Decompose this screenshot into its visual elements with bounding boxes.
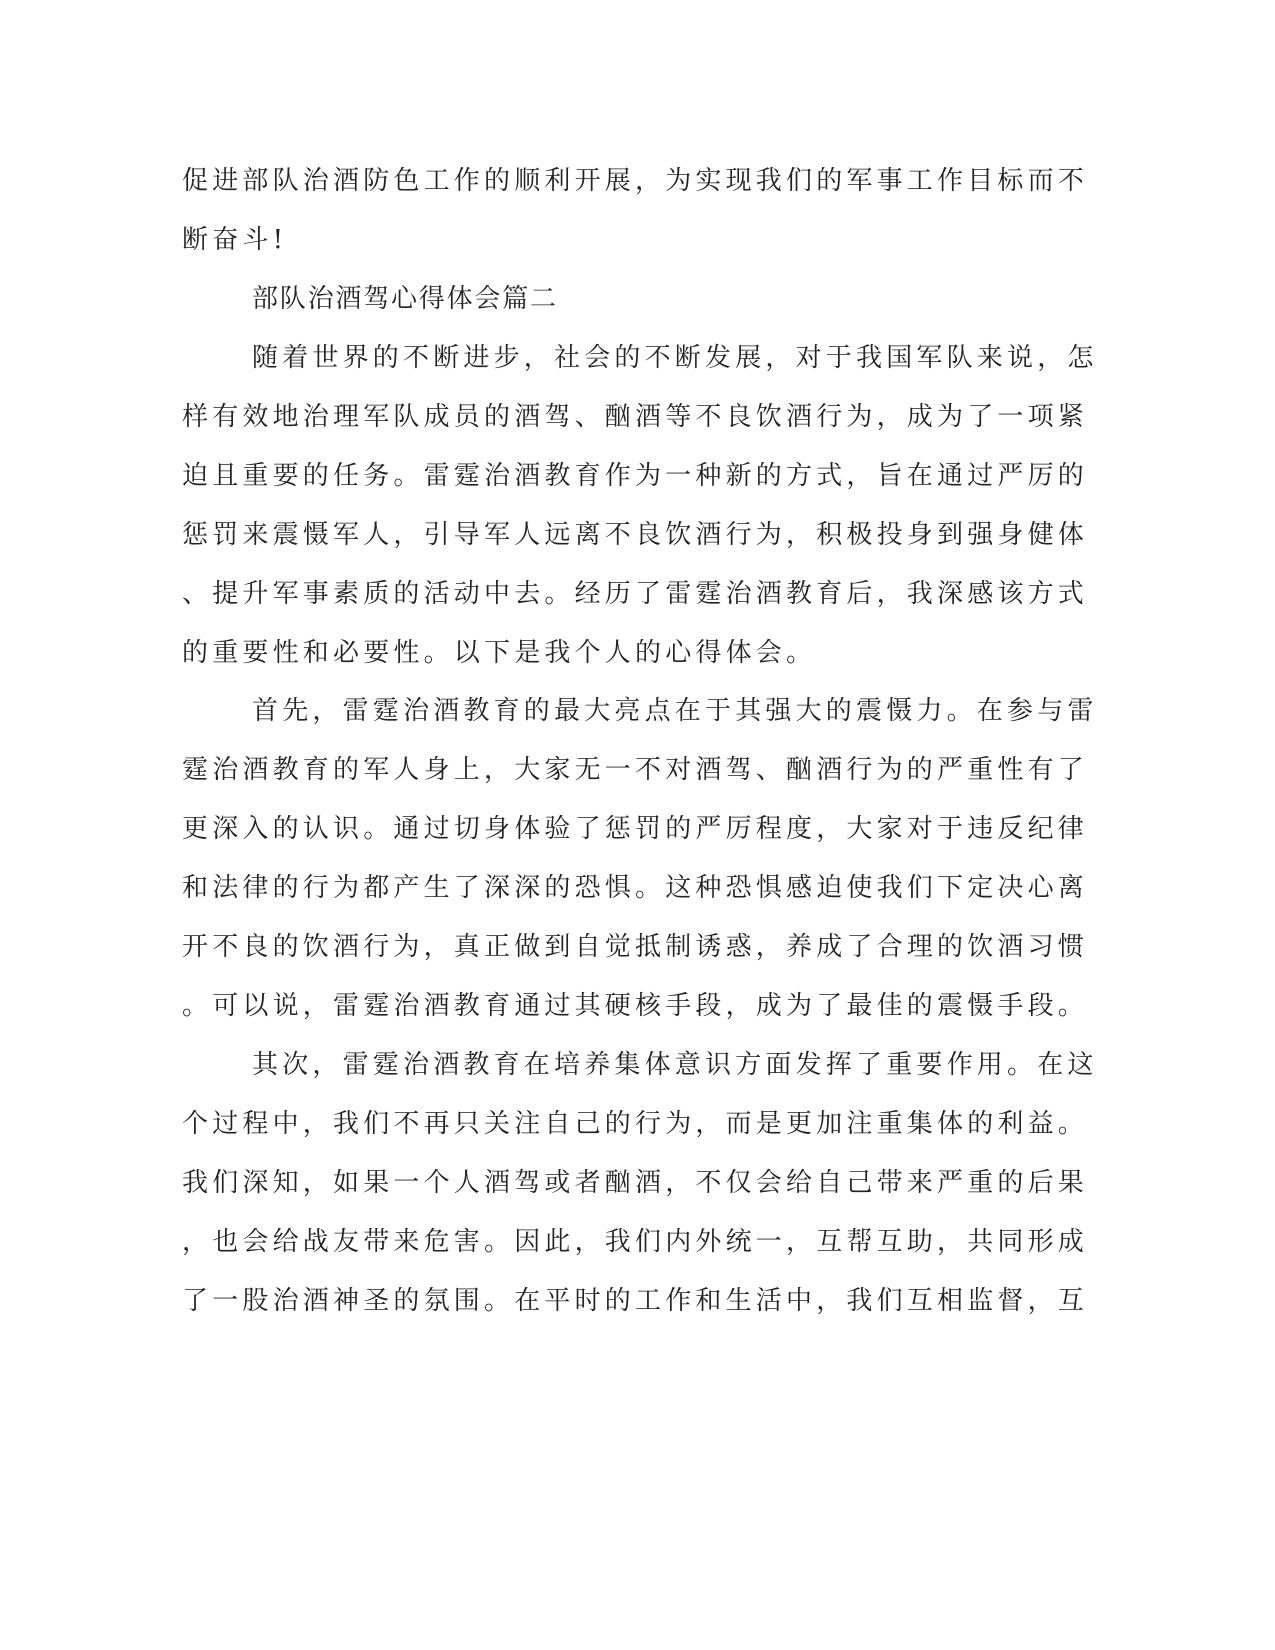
text-line: 了一股治酒神圣的氛围。在平时的工作和生活中，我们互相监督，互 bbox=[182, 1286, 1089, 1316]
text-line: 随着世界的不断进步，社会的不断发展，对于我国军队来说，怎 bbox=[252, 343, 1098, 373]
text-line: 惩罚来震慑军人，引导军人远离不良饮酒行为，积极投身到强身健体 bbox=[182, 520, 1089, 550]
text-line: 更深入的认识。通过切身体验了惩罚的严厉程度，大家对于违反纪律 bbox=[182, 814, 1089, 844]
text-line: ，也会给战友带来危害。因此，我们内外统一，互帮互助，共同形成 bbox=[182, 1227, 1089, 1257]
text-line: 个过程中，我们不再只关注自己的行为，而是更加注重集体的利益。 bbox=[182, 1109, 1089, 1139]
text-line: 迫且重要的任务。雷霆治酒教育作为一种新的方式，旨在通过严厉的 bbox=[182, 461, 1089, 491]
text-line: 。可以说，雷霆治酒教育通过其硬核手段，成为了最佳的震慑手段。 bbox=[182, 991, 1089, 1021]
text-line: 、提升军事素质的活动中去。经历了雷霆治酒教育后，我深感该方式 bbox=[182, 579, 1089, 609]
text-line: 的重要性和必要性。以下是我个人的心得体会。 bbox=[182, 638, 817, 668]
text-line: 霆治酒教育的军人身上，大家无一不对酒驾、酗酒行为的严重性有了 bbox=[182, 755, 1089, 785]
section-heading: 部队治酒驾心得体会篇二 bbox=[252, 284, 558, 314]
text-line: 其次，雷霆治酒教育在培养集体意识方面发挥了重要作用。在这 bbox=[252, 1050, 1098, 1080]
text-line: 首先，雷霆治酒教育的最大亮点在于其强大的震慑力。在参与雷 bbox=[252, 696, 1098, 726]
text-line: 促进部队治酒防色工作的顺利开展，为实现我们的军事工作目标而不 bbox=[182, 166, 1089, 196]
text-line: 我们深知，如果一个人酒驾或者酗酒，不仅会给自己带来严重的后果 bbox=[182, 1168, 1089, 1198]
text-line: 样有效地治理军队成员的酒驾、酗酒等不良饮酒行为，成为了一项紧 bbox=[182, 402, 1089, 432]
text-line: 开不良的饮酒行为，真正做到自觉抵制诱惑，养成了合理的饮酒习惯 bbox=[182, 932, 1089, 962]
text-line: 和法律的行为都产生了深深的恐惧。这种恐惧感迫使我们下定决心离 bbox=[182, 873, 1089, 903]
text-line: 断奋斗! bbox=[182, 225, 288, 255]
